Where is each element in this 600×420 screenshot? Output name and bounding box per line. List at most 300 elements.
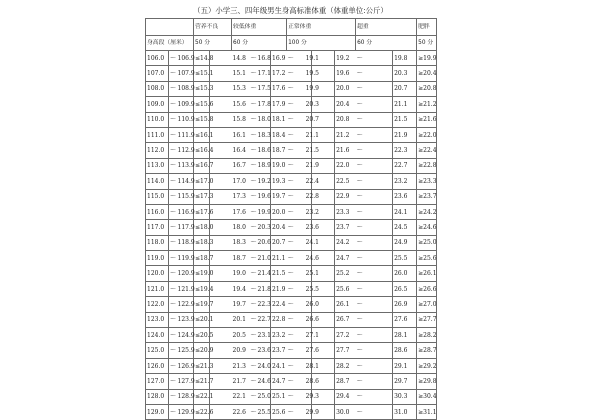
header-row-scores — [146, 36, 437, 51]
blank-cell — [385, 112, 393, 127]
obese-value-cell: ≥23.3 — [417, 174, 437, 189]
tilde-cell: ～ — [356, 251, 369, 266]
low-weight-from-cell: 18.3 — [232, 235, 250, 250]
normal-weight-to-cell: 27.6 — [305, 343, 312, 358]
tilde-cell: ～ — [356, 127, 369, 142]
height-to-cell: 108.9 — [177, 81, 194, 96]
obese-value-cell: ≥21.6 — [417, 112, 437, 127]
overweight-to-cell: 28.1 — [393, 328, 417, 343]
header-low-weight: 较低体重 — [232, 19, 287, 36]
normal-weight-to-cell: 28.1 — [305, 358, 312, 373]
low-weight-to-cell: 17.1 — [257, 66, 271, 81]
height-from-cell: 127.0 — [146, 374, 169, 389]
overweight-to-cell: 20.3 — [393, 66, 417, 81]
overweight-from-cell: 27.2 — [335, 328, 356, 343]
low-weight-from-cell: 20.1 — [232, 312, 250, 327]
low-weight-from-cell: 17.3 — [232, 189, 250, 204]
tilde-cell: ～ — [356, 66, 369, 81]
obese-value-cell: ≥22.0 — [417, 127, 437, 142]
height-from-cell: 116.0 — [146, 204, 169, 219]
tilde-cell: ～ — [287, 143, 305, 158]
overweight-from-cell: 19.2 — [335, 51, 356, 66]
table-title: （五）小学三、四年级男生身高标准体重（体重单位:公斤） — [193, 6, 388, 15]
low-weight-from-cell: 16.4 — [232, 143, 250, 158]
low-weight-to-cell: 17.8 — [257, 97, 271, 112]
height-from-cell: 110.0 — [146, 112, 169, 127]
tilde-cell: ～ — [169, 204, 177, 219]
tilde-cell: ～ — [250, 220, 257, 235]
blank-cell — [385, 374, 393, 389]
blank-cell — [369, 266, 385, 281]
tilde-cell: ～ — [356, 143, 369, 158]
overweight-from-cell: 24.2 — [335, 235, 356, 250]
tilde-cell: ～ — [169, 374, 177, 389]
normal-weight-from-cell: 19.7 — [271, 189, 287, 204]
overweight-from-cell: 26.1 — [335, 297, 356, 312]
overweight-to-cell: 24.1 — [393, 204, 417, 219]
height-from-cell: 122.0 — [146, 297, 169, 312]
overweight-to-cell: 20.7 — [393, 81, 417, 96]
obese-value-cell: ≥29.2 — [417, 358, 437, 373]
table-row — [146, 66, 437, 81]
tilde-cell: ～ — [250, 312, 257, 327]
overweight-to-cell: 27.6 — [393, 312, 417, 327]
tilde-cell: ～ — [250, 343, 257, 358]
tilde-cell: ～ — [169, 220, 177, 235]
low-weight-to-cell: 25.0 — [257, 389, 271, 404]
tilde-cell: ～ — [287, 281, 305, 296]
height-from-cell: 112.0 — [146, 143, 169, 158]
tilde-cell: ～ — [287, 66, 305, 81]
normal-weight-to-cell: 24.6 — [305, 251, 312, 266]
low-weight-from-cell: 18.0 — [232, 220, 250, 235]
height-to-cell: 110.9 — [177, 112, 194, 127]
malnutrition-value-cell: ≤18.3 — [194, 235, 210, 250]
tilde-cell: ～ — [169, 174, 177, 189]
blank-cell — [385, 158, 393, 173]
overweight-to-cell: 21.5 — [393, 112, 417, 127]
tilde-cell: ～ — [250, 189, 257, 204]
table-row — [146, 297, 437, 312]
blank-cell — [369, 66, 385, 81]
obese-value-cell: ≥23.7 — [417, 189, 437, 204]
overweight-from-cell: 24.7 — [335, 251, 356, 266]
normal-weight-from-cell: 25.6 — [271, 404, 287, 419]
low-weight-from-cell: 20.9 — [232, 343, 250, 358]
low-weight-from-cell: 17.0 — [232, 174, 250, 189]
tilde-cell: ～ — [287, 112, 305, 127]
height-from-cell: 115.0 — [146, 189, 169, 204]
table-row — [146, 220, 437, 235]
tilde-cell: ～ — [287, 127, 305, 142]
normal-weight-to-cell: 23.2 — [305, 204, 312, 219]
normal-weight-to-cell: 22.8 — [305, 189, 312, 204]
table-row — [146, 158, 437, 173]
tilde-cell: ～ — [169, 97, 177, 112]
normal-weight-from-cell: 19.3 — [271, 174, 287, 189]
tilde-cell: ～ — [356, 281, 369, 296]
malnutrition-value-cell: ≤19.4 — [194, 281, 210, 296]
malnutrition-value-cell: ≤19.0 — [194, 266, 210, 281]
malnutrition-value-cell: ≤22.6 — [194, 404, 210, 419]
tilde-cell: ～ — [356, 374, 369, 389]
tilde-cell: ～ — [356, 328, 369, 343]
height-from-cell: 111.0 — [146, 127, 169, 142]
overweight-to-cell: 24.9 — [393, 235, 417, 250]
height-from-cell: 118.0 — [146, 235, 169, 250]
weight-standard-table — [145, 18, 437, 420]
blank-cell — [385, 312, 393, 327]
tilde-cell: ～ — [169, 66, 177, 81]
height-from-cell: 125.0 — [146, 343, 169, 358]
low-weight-to-cell: 19.9 — [257, 204, 271, 219]
blank-cell — [369, 328, 385, 343]
tilde-cell: ～ — [250, 358, 257, 373]
blank-cell — [369, 174, 385, 189]
table-row — [146, 204, 437, 219]
normal-weight-to-cell: 29.3 — [305, 389, 312, 404]
table-row — [146, 127, 437, 142]
blank-cell — [385, 81, 393, 96]
score-obese: 50 分 — [417, 36, 437, 51]
tilde-cell: ～ — [169, 358, 177, 373]
tilde-cell: ～ — [356, 112, 369, 127]
blank-cell — [385, 51, 393, 66]
overweight-to-cell: 30.3 — [393, 389, 417, 404]
obese-value-cell: ≥27.7 — [417, 312, 437, 327]
tilde-cell: ～ — [356, 220, 369, 235]
height-to-cell: 121.9 — [177, 281, 194, 296]
table-row — [146, 389, 437, 404]
malnutrition-value-cell: ≤17.3 — [194, 189, 210, 204]
blank-cell — [385, 358, 393, 373]
height-from-cell: 109.0 — [146, 97, 169, 112]
tilde-cell: ～ — [250, 297, 257, 312]
tilde-cell: ～ — [356, 358, 369, 373]
height-to-cell: 112.9 — [177, 143, 194, 158]
tilde-cell: ～ — [287, 189, 305, 204]
low-weight-to-cell: 20.3 — [257, 220, 271, 235]
blank-cell — [369, 374, 385, 389]
tilde-cell: ～ — [356, 204, 369, 219]
blank-cell — [385, 66, 393, 81]
normal-weight-from-cell: 18.4 — [271, 127, 287, 142]
overweight-from-cell: 23.7 — [335, 220, 356, 235]
height-to-cell: 123.9 — [177, 312, 194, 327]
normal-weight-from-cell: 24.1 — [271, 358, 287, 373]
overweight-from-cell: 21.2 — [335, 127, 356, 142]
malnutrition-value-cell: ≤16.1 — [194, 127, 210, 142]
blank-cell — [385, 174, 393, 189]
standard-weight-document — [145, 0, 437, 416]
tilde-cell: ～ — [287, 297, 305, 312]
obese-value-cell: ≥22.4 — [417, 143, 437, 158]
normal-weight-from-cell: 21.9 — [271, 281, 287, 296]
blank-cell — [369, 81, 385, 96]
tilde-cell: ～ — [287, 220, 305, 235]
low-weight-to-cell: 21.0 — [257, 251, 271, 266]
low-weight-from-cell: 14.8 — [232, 51, 250, 66]
tilde-cell: ～ — [169, 235, 177, 250]
blank-cell — [385, 220, 393, 235]
tilde-cell: ～ — [287, 51, 305, 66]
blank-cell — [385, 404, 393, 419]
malnutrition-value-cell: ≤15.1 — [194, 66, 210, 81]
height-from-cell: 123.0 — [146, 312, 169, 327]
normal-weight-from-cell: 18.7 — [271, 143, 287, 158]
tilde-cell: ～ — [250, 374, 257, 389]
malnutrition-value-cell: ≤20.9 — [194, 343, 210, 358]
tilde-cell: ～ — [169, 297, 177, 312]
overweight-from-cell: 22.5 — [335, 174, 356, 189]
height-to-cell: 113.9 — [177, 158, 194, 173]
score-normal-weight: 100 分 — [287, 36, 356, 51]
tilde-cell: ～ — [287, 204, 305, 219]
height-from-cell: 107.0 — [146, 66, 169, 81]
low-weight-to-cell: 17.5 — [257, 81, 271, 96]
normal-weight-to-cell: 25.1 — [305, 266, 312, 281]
blank-cell — [385, 266, 393, 281]
normal-weight-from-cell: 25.1 — [271, 389, 287, 404]
tilde-cell: ～ — [356, 51, 369, 66]
normal-weight-to-cell: 20.3 — [305, 97, 312, 112]
height-from-cell: 121.0 — [146, 281, 169, 296]
tilde-cell: ～ — [169, 127, 177, 142]
blank-cell — [369, 97, 385, 112]
malnutrition-value-cell: ≤15.8 — [194, 112, 210, 127]
malnutrition-value-cell: ≤16.7 — [194, 158, 210, 173]
normal-weight-from-cell: 23.2 — [271, 328, 287, 343]
tilde-cell: ～ — [169, 251, 177, 266]
tilde-cell: ～ — [169, 143, 177, 158]
score-low-weight: 60 分 — [232, 36, 287, 51]
malnutrition-value-cell: ≤17.6 — [194, 204, 210, 219]
tilde-cell: ～ — [169, 112, 177, 127]
low-weight-to-cell: 23.6 — [257, 343, 271, 358]
tilde-cell: ～ — [250, 158, 257, 173]
table-row — [146, 404, 437, 419]
blank-cell — [369, 112, 385, 127]
low-weight-to-cell: 22.7 — [257, 312, 271, 327]
tilde-cell: ～ — [250, 143, 257, 158]
tilde-cell: ～ — [356, 389, 369, 404]
tilde-cell: ～ — [287, 174, 305, 189]
blank-cell — [369, 251, 385, 266]
overweight-to-cell: 26.0 — [393, 266, 417, 281]
tilde-cell: ～ — [287, 328, 305, 343]
obese-value-cell: ≥27.0 — [417, 297, 437, 312]
overweight-from-cell: 20.0 — [335, 81, 356, 96]
low-weight-from-cell: 20.5 — [232, 328, 250, 343]
tilde-cell: ～ — [250, 328, 257, 343]
blank-cell — [369, 220, 385, 235]
low-weight-from-cell: 15.1 — [232, 66, 250, 81]
blank-cell — [369, 204, 385, 219]
blank-cell — [385, 251, 393, 266]
blank-cell — [369, 143, 385, 158]
tilde-cell: ～ — [287, 158, 305, 173]
malnutrition-value-cell: ≤22.1 — [194, 389, 210, 404]
tilde-cell: ～ — [250, 389, 257, 404]
low-weight-from-cell: 17.6 — [232, 204, 250, 219]
blank-cell — [369, 189, 385, 204]
overweight-to-cell: 29.1 — [393, 358, 417, 373]
low-weight-from-cell: 15.3 — [232, 81, 250, 96]
malnutrition-value-cell: ≤16.4 — [194, 143, 210, 158]
normal-weight-from-cell: 21.1 — [271, 251, 287, 266]
height-to-cell: 106.9 — [177, 51, 194, 66]
height-to-cell: 111.9 — [177, 127, 194, 142]
height-to-cell: 118.9 — [177, 235, 194, 250]
normal-weight-to-cell: 28.6 — [305, 374, 312, 389]
low-weight-from-cell: 16.1 — [232, 127, 250, 142]
overweight-to-cell: 19.8 — [393, 51, 417, 66]
header-row-groups — [146, 19, 437, 36]
normal-weight-from-cell: 22.8 — [271, 312, 287, 327]
height-from-cell: 126.0 — [146, 358, 169, 373]
height-to-cell: 109.9 — [177, 97, 194, 112]
blank-cell — [369, 158, 385, 173]
tilde-cell: ～ — [250, 51, 257, 66]
tilde-cell: ～ — [287, 251, 305, 266]
malnutrition-value-cell: ≤15.6 — [194, 97, 210, 112]
table-row — [146, 343, 437, 358]
height-to-cell: 115.9 — [177, 189, 194, 204]
obese-value-cell: ≥31.1 — [417, 404, 437, 419]
low-weight-from-cell: 22.6 — [232, 404, 250, 419]
normal-weight-from-cell: 17.6 — [271, 81, 287, 96]
low-weight-from-cell: 15.6 — [232, 97, 250, 112]
normal-weight-to-cell: 22.4 — [305, 174, 312, 189]
header-malnutrition: 营养不良 — [194, 19, 232, 36]
height-from-cell: 119.0 — [146, 251, 169, 266]
height-to-cell: 107.9 — [177, 66, 194, 81]
height-from-cell: 124.0 — [146, 328, 169, 343]
tilde-cell: ～ — [169, 266, 177, 281]
low-weight-to-cell: 18.0 — [257, 112, 271, 127]
low-weight-to-cell: 21.8 — [257, 281, 271, 296]
malnutrition-value-cell: ≤18.0 — [194, 220, 210, 235]
tilde-cell: ～ — [169, 51, 177, 66]
obese-value-cell: ≥29.8 — [417, 374, 437, 389]
low-weight-to-cell: 24.0 — [257, 358, 271, 373]
tilde-cell: ～ — [356, 312, 369, 327]
obese-value-cell: ≥24.6 — [417, 220, 437, 235]
tilde-cell: ～ — [287, 404, 305, 419]
overweight-to-cell: 22.3 — [393, 143, 417, 158]
low-weight-to-cell: 18.3 — [257, 127, 271, 142]
normal-weight-to-cell: 24.1 — [305, 235, 312, 250]
overweight-to-cell: 21.1 — [393, 97, 417, 112]
obese-value-cell: ≥19.9 — [417, 51, 437, 66]
table-row — [146, 143, 437, 158]
header-height-range: 身高段（厘米） — [146, 36, 194, 51]
low-weight-to-cell: 23.1 — [257, 328, 271, 343]
normal-weight-from-cell: 18.1 — [271, 112, 287, 127]
low-weight-to-cell: 18.9 — [257, 158, 271, 173]
tilde-cell: ～ — [250, 204, 257, 219]
blank-cell — [385, 297, 393, 312]
obese-value-cell: ≥26.1 — [417, 266, 437, 281]
table-row — [146, 97, 437, 112]
normal-weight-to-cell: 27.1 — [305, 328, 312, 343]
malnutrition-value-cell: ≤20.5 — [194, 328, 210, 343]
tilde-cell: ～ — [287, 81, 305, 96]
tilde-cell: ～ — [169, 281, 177, 296]
tilde-cell: ～ — [169, 404, 177, 419]
overweight-from-cell: 19.6 — [335, 66, 356, 81]
overweight-to-cell: 21.9 — [393, 127, 417, 142]
blank-cell — [385, 343, 393, 358]
normal-weight-to-cell: 26.6 — [305, 312, 312, 327]
blank-cell — [385, 127, 393, 142]
tilde-cell: ～ — [250, 404, 257, 419]
obese-value-cell: ≥25.6 — [417, 251, 437, 266]
normal-weight-to-cell: 21.5 — [305, 143, 312, 158]
tilde-cell: ～ — [356, 297, 369, 312]
normal-weight-to-cell: 20.7 — [305, 112, 312, 127]
malnutrition-value-cell: ≤17.0 — [194, 174, 210, 189]
tilde-cell: ～ — [250, 112, 257, 127]
tilde-cell: ～ — [356, 404, 369, 419]
tilde-cell: ～ — [356, 174, 369, 189]
obese-value-cell: ≥20.4 — [417, 66, 437, 81]
obese-value-cell: ≥30.4 — [417, 389, 437, 404]
tilde-cell: ～ — [250, 266, 257, 281]
header-overweight: 超重 — [356, 19, 417, 36]
table-row — [146, 374, 437, 389]
overweight-to-cell: 28.6 — [393, 343, 417, 358]
overweight-to-cell: 24.5 — [393, 220, 417, 235]
blank-cell — [369, 235, 385, 250]
header-obese: 肥胖 — [417, 19, 437, 36]
normal-weight-from-cell: 21.5 — [271, 266, 287, 281]
overweight-from-cell: 21.6 — [335, 143, 356, 158]
table-row — [146, 51, 437, 66]
low-weight-to-cell: 22.3 — [257, 297, 271, 312]
table-row — [146, 328, 437, 343]
low-weight-to-cell: 25.5 — [257, 404, 271, 419]
blank-cell — [385, 189, 393, 204]
tilde-cell: ～ — [169, 328, 177, 343]
normal-weight-to-cell: 19.1 — [305, 51, 312, 66]
malnutrition-value-cell: ≤18.7 — [194, 251, 210, 266]
table-row — [146, 281, 437, 296]
overweight-to-cell: 29.7 — [393, 374, 417, 389]
table-row — [146, 189, 437, 204]
blank-cell — [369, 343, 385, 358]
low-weight-from-cell: 19.7 — [232, 297, 250, 312]
low-weight-from-cell: 19.4 — [232, 281, 250, 296]
tilde-cell: ～ — [250, 81, 257, 96]
height-from-cell: 129.0 — [146, 404, 169, 419]
score-malnutrition: 50 分 — [194, 36, 232, 51]
low-weight-from-cell: 15.8 — [232, 112, 250, 127]
blank-cell — [369, 281, 385, 296]
normal-weight-to-cell: 25.5 — [305, 281, 312, 296]
table-row — [146, 358, 437, 373]
table-row — [146, 81, 437, 96]
low-weight-from-cell: 18.7 — [232, 251, 250, 266]
normal-weight-from-cell: 19.0 — [271, 158, 287, 173]
header-normal-weight: 正常体重 — [287, 19, 356, 36]
height-to-cell: 119.9 — [177, 251, 194, 266]
tilde-cell: ～ — [287, 266, 305, 281]
overweight-from-cell: 29.4 — [335, 389, 356, 404]
blank-cell — [369, 127, 385, 142]
height-from-cell: 117.0 — [146, 220, 169, 235]
tilde-cell: ～ — [250, 97, 257, 112]
